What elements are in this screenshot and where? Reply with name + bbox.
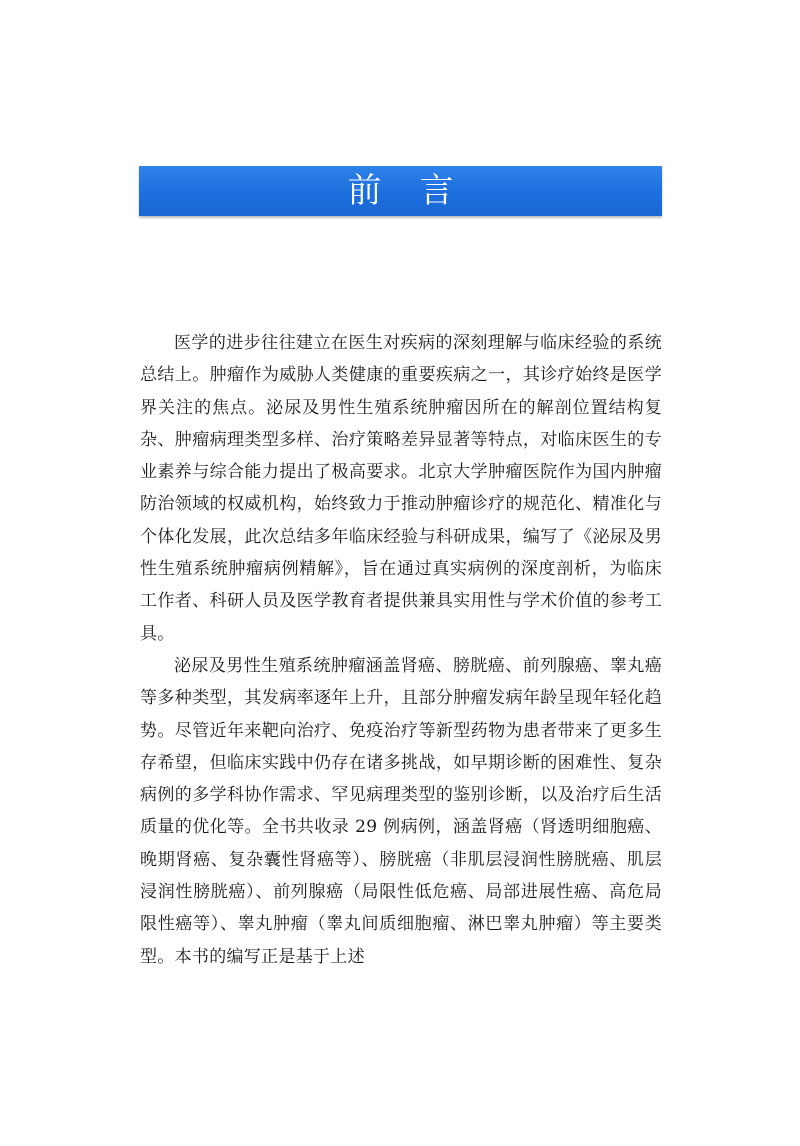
- preface-body: [140, 327, 662, 973]
- page-title: 前言: [347, 171, 492, 211]
- paragraph-1: 医学的进步往往建立在医生对疾病的深刻理解与临床经验的系统总结上。肿瘤作为威胁人类健康的重要疾病之一，其诊疗始终是医学界关注的焦点。泌尿及男性生殖系统肿瘤因所在的解剖位置结构复杂、肿瘤病理类型多样、治疗策略差异显著等特点，对临床医生的专业素养与综合能力提出了极高要求。北京大学肿瘤医院作为国内肿瘤防治领域的权威机构，始终致力于推动肿瘤诊疗的规范化、精准化与个体化发展，此次总结多年临床经验与科研成果，编写了《泌尿及男性生殖系统肿瘤病例精解》，旨在通过真实病例的深度剖析，为临床工作者、科研人员及医学教育者提供兼具实用性与学术价值的参考工具。: [140, 333, 662, 644]
- paragraph-2: 泌尿及男性生殖系统肿瘤涵盖肾癌、膀胱癌、前列腺癌、睾丸癌等多种类型，其发病率逐年上升，且部分肿瘤发病年龄呈现年轻化趋势。尽管近年来靶向治疗、免疫治疗等新型药物为患者带来了更多生存希望，但临床实践中仍存在诸多挑战，如早期诊断的困难性、复杂病例的多学科协作需求、罕见病理类型的鉴别诊断，以及治疗后生活质量的优化等。全书共收录 29 例病例，涵盖肾癌（肾透明细胞癌、晚期肾癌、复杂囊性肾癌等）、膀胱癌（非肌层浸润性膀胱癌、肌层浸润性膀胱癌）、前列腺癌（局限性低危癌、局部进展性癌、高危局限性癌等）、睾丸肿瘤（睾丸间质细胞瘤、淋巴睾丸肿瘤）等主要类型。本书的编写正是基于上述: [140, 655, 662, 967]
- title-banner: [139, 166, 662, 216]
